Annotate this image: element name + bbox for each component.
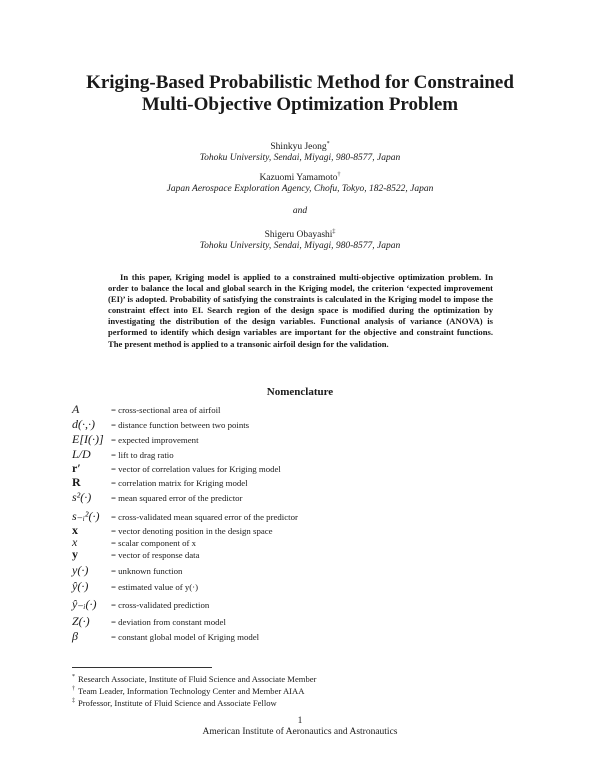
author-name: Shinkyu Jeong* <box>270 141 330 153</box>
author-name: Kazuomi Yamamoto† <box>259 172 341 184</box>
author-affiliation: Tohoku University, Sendai, Miyagi, 980-8577, Japan <box>199 241 401 252</box>
nomenclature-definition: = cross-sectional area of airfoil <box>111 405 221 415</box>
nomenclature-definition: = mean squared error of the predictor <box>111 493 243 503</box>
author-block <box>0 170 600 195</box>
nomenclature-item <box>72 546 532 562</box>
nomenclature-symbol: β <box>72 629 78 643</box>
footnote-mark: ‡ <box>72 698 75 704</box>
page-footer: American Institute of Aeronautics and Astronautics <box>202 727 398 737</box>
nomenclature-item <box>72 578 532 594</box>
page-number: 1 <box>297 716 303 726</box>
footnote <box>72 696 277 708</box>
nomenclature-symbol: L/D <box>72 447 91 461</box>
author-block <box>0 227 600 252</box>
footnote <box>72 684 304 696</box>
nomenclature-definition: = vector denoting position in the design space <box>111 526 273 536</box>
nomenclature-item <box>72 401 532 417</box>
footnote-mark: † <box>72 686 75 692</box>
nomenclature-symbol: s₋ᵢ²(·) <box>72 509 100 523</box>
author-mark: ‡ <box>332 229 336 235</box>
nomenclature-symbol: x <box>72 535 78 549</box>
nomenclature-definition: = cross-validated mean squared error of the predictor <box>111 512 298 522</box>
nomenclature-definition: = vector of correlation values for Kriging model <box>111 464 281 474</box>
nomenclature-definition: = unknown function <box>111 566 183 576</box>
nomenclature-item <box>72 613 532 629</box>
footnote-mark: * <box>72 674 75 680</box>
nomenclature-heading: Nomenclature <box>266 386 334 398</box>
nomenclature-definition: = constant global model of Kriging model <box>111 632 260 642</box>
nomenclature-definition: = lift to drag ratio <box>111 450 174 460</box>
nomenclature-definition: = estimated value of y(·) <box>111 582 199 592</box>
footnote <box>72 672 316 684</box>
nomenclature-item <box>72 562 532 578</box>
author-mark: * <box>326 141 330 147</box>
footnote-divider <box>72 667 212 668</box>
nomenclature-item <box>72 489 532 505</box>
footnote-text: Professor, Institute of Fluid Science and Associate Fellow <box>78 697 277 708</box>
author-conjunction: and <box>292 206 308 216</box>
nomenclature-definition: = deviation from constant model <box>111 617 226 627</box>
nomenclature-symbol: A <box>72 402 80 416</box>
nomenclature-symbol: x <box>72 523 78 537</box>
nomenclature-symbol: s²(·) <box>72 490 92 504</box>
author-affiliation: Japan Aerospace Exploration Agency, Chofu, Tokyo, 182-8522, Japan <box>166 184 434 195</box>
nomenclature-definition: = expected improvement <box>111 435 199 445</box>
author-name: Shigeru Obayashi‡ <box>264 229 336 241</box>
author-block <box>0 139 600 164</box>
nomenclature-definition: = scalar component of x <box>111 538 197 548</box>
nomenclature-symbol: y(·) <box>72 563 89 577</box>
nomenclature-item <box>72 416 532 432</box>
nomenclature-symbol: E[I(·)] <box>72 432 104 446</box>
abstract: In this paper, Kriging model is applied to a constrained multi-objective optimization problem. In order to balance the local and global search in the Kriging model, the criterion ‘expected improvement (EI)’ is adopted. Probability of satisfying the constraints is calculated in the Kriging model to impose the constraint effect into EI. Search region of the design space is modified during the optimization by investigating the distribution of the design variables. Functional analysis of variance (ANOVA) is performed to identify which design variables are important for the objective and constraint functions. The present method is applied to a transonic airfoil design for the validation. <box>108 272 493 349</box>
author-affiliation: Tohoku University, Sendai, Miyagi, 980-8577, Japan <box>199 153 401 164</box>
nomenclature-definition: = cross-validated prediction <box>111 600 210 610</box>
nomenclature-symbol: y <box>72 547 78 561</box>
nomenclature-item <box>72 596 532 612</box>
nomenclature-item <box>72 628 532 644</box>
nomenclature-symbol: ŷ(·) <box>72 579 89 593</box>
footnote-text: Research Associate, Institute of Fluid Science and Associate Member <box>78 673 317 684</box>
nomenclature-symbol: d(·,·) <box>72 417 95 431</box>
nomenclature-symbol: R <box>72 475 81 489</box>
nomenclature-definition: = distance function between two points <box>111 420 250 430</box>
nomenclature-definition: = correlation matrix for Kriging model <box>111 478 248 488</box>
nomenclature-item <box>72 431 532 447</box>
paper-title: Kriging-Based Probabilistic Method for Constrained Multi-Objective Optimization Problem <box>86 72 514 115</box>
nomenclature-symbol: ŷ₋ᵢ(·) <box>72 597 97 611</box>
author-mark: † <box>337 172 341 178</box>
footnote-text: Team Leader, Information Technology Center and Member AIAA <box>78 685 305 696</box>
nomenclature-symbol: Z(·) <box>72 614 90 628</box>
nomenclature-symbol: r′ <box>72 461 81 475</box>
nomenclature-item <box>72 474 532 490</box>
nomenclature-definition: = vector of response data <box>111 550 200 560</box>
